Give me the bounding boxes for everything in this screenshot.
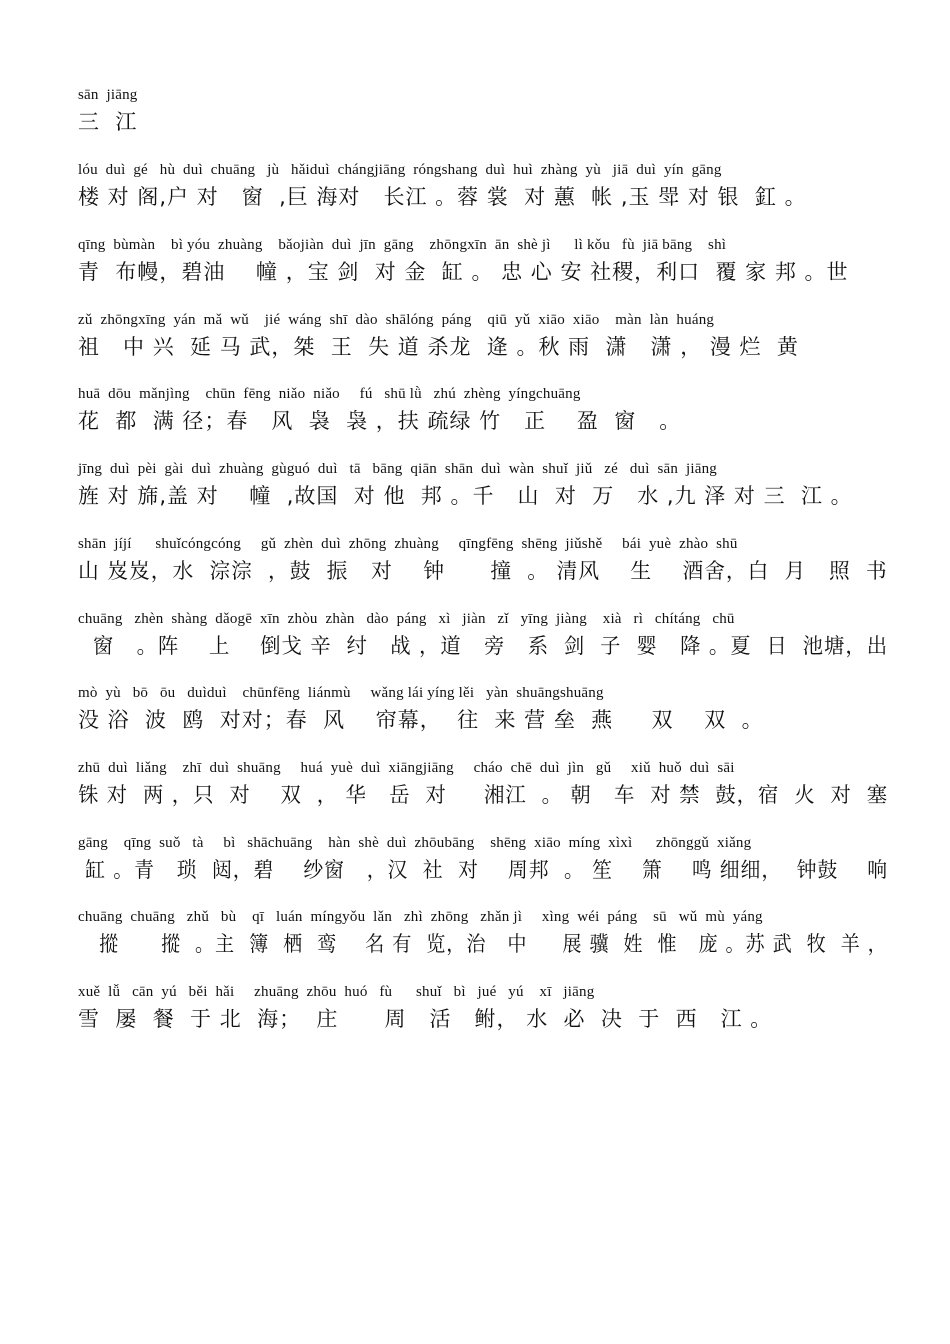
hanzi-line: 祖 中 兴 延 马 武，桀 王 失 道 杀龙 逄 。秋 雨 潇 潇 ， 漫 烂 黄 [78, 335, 799, 359]
hanzi-line: 青 布幔，碧油 幢 ，宝 剑 对 金 缸 。 忠 心 安 社稷，利口 覆 家 邦 。世 [78, 260, 849, 284]
pinyin-line: shān jíjí shuǐcóngcóng gǔ zhèn duì zhōng zhuàng qīngfēng shēng jiǔshě bái yuè zhào shū [78, 536, 738, 552]
pinyin-line: chuāng chuāng zhǔ bù qī luán míngyǒu lǎn zhì zhōng zhǎn jì xìng wéi páng sū wǔ mù yáng [78, 909, 763, 925]
hanzi-line: 缸 。青 琐 闼，碧 纱窗 ，汉 社 对 周邦 。 笙 箫 鸣 细细， 钟鼓 响 [78, 858, 889, 882]
pinyin-line: zhū duì liǎng zhī duì shuāng huá yuè duì xiāngjiāng cháo chē duì jìn gǔ xiǔ huǒ duì sāi [78, 760, 735, 776]
verse-line-12 [78, 908, 888, 958]
verse-line-1 [78, 86, 888, 136]
pinyin-line: gāng qīng suǒ tà bì shāchuāng hàn shè duì zhōubāng shēng xiāo míng xìxì zhōnggǔ xiǎng [78, 835, 752, 851]
verse-line-9 [78, 684, 888, 734]
verse-line-3 [78, 236, 888, 286]
hanzi-line: 雪 屡 餐 于 北 海； 庄 周 活 鲋， 水 必 决 于 西 江 。 [78, 1007, 773, 1031]
verse-line-2 [78, 161, 888, 211]
verse-line-7 [78, 535, 888, 585]
verse-line-5 [78, 385, 888, 435]
verse-line-11 [78, 834, 888, 884]
pinyin-line: lóu duì gé hù duì chuāng jù hǎiduì chángjiāng róngshang duì huì zhàng yù jiā duì yín gāng [78, 162, 722, 178]
pinyin-line: zǔ zhōngxīng yán mǎ wǔ jié wáng shī dào shālóng páng qiū yǔ xiāo xiāo màn làn huáng [78, 312, 715, 328]
pinyin-line: sān jiāng [78, 87, 138, 103]
hanzi-line: 没 浴 波 鸥 对对；春 风 帘幕， 往 来 营 垒 燕 双 双 。 [78, 708, 764, 732]
hanzi-line: 铢 对 两 ，只 对 双 ， 华 岳 对 湘江 。 朝 车 对 禁 鼓，宿 火 对 塞 [78, 783, 889, 807]
pinyin-line: xuě lǚ cān yú běi hǎi zhuāng zhōu huó fù shuǐ bì jué yú xī jiāng [78, 984, 595, 1000]
pinyin-line: mò yù bō ōu duìduì chūnfēng liánmù wǎng lái yíng lěi yàn shuāngshuāng [78, 685, 604, 701]
hanzi-line: 花 都 满 径；春 风 袅 袅 ，扶 疏绿 竹 正 盈 窗 。 [78, 409, 682, 433]
pinyin-line: chuāng zhèn shàng dǎogē xīn zhòu zhàn dào páng xì jiàn zǐ yīng jiàng xià rì chítáng chū [78, 611, 735, 627]
verse-line-10 [78, 759, 888, 809]
pinyin-line: jīng duì pèi gài duì zhuàng gùguó duì tā bāng qiān shān duì wàn shuǐ jiǔ zé duì sān jiāng [78, 461, 717, 477]
verse-line-4 [78, 311, 888, 361]
pinyin-line: huā dōu mǎnjìng chūn fēng niǎo niǎo fú shū lǜ zhú zhèng yíngchuāng [78, 386, 581, 402]
hanzi-line: 摐 摐 。主 簿 栖 鸾 名 有 览，治 中 展 骥 姓 惟 庞 。苏 武 牧 羊 ， [78, 932, 888, 956]
verse-line-8 [78, 610, 888, 660]
hanzi-line: 旌 对 旆,盖 对 幢 ,故国 对 他 邦 。千 山 对 万 水 ,九 泽 对 三 江 。 [78, 484, 853, 508]
verse-line-6 [78, 460, 888, 510]
verse-line-13 [78, 983, 888, 1033]
hanzi-line: 山 岌岌，水 淙淙 ，鼓 振 对 钟 撞 。 清风 生 酒舍，白 月 照 书 [78, 559, 888, 583]
pinyin-line: qīng bùmàn bì yóu zhuàng bǎojiàn duì jīn gāng zhōngxīn ān shè jì lì kǒu fù jiā bāng shì [78, 237, 727, 253]
hanzi-line: 窗 。阵 上 倒戈 辛 纣 战 ，道 旁 系 剑 子 婴 降 。夏 日 池塘，出 [78, 634, 889, 658]
hanzi-line: 楼 对 阁,户 对 窗 ,巨 海对 长江 。蓉 裳 对 蕙 帐 ,玉 斝 对 银 釭 。 [78, 185, 807, 209]
hanzi-line: 三 江 [78, 110, 138, 134]
